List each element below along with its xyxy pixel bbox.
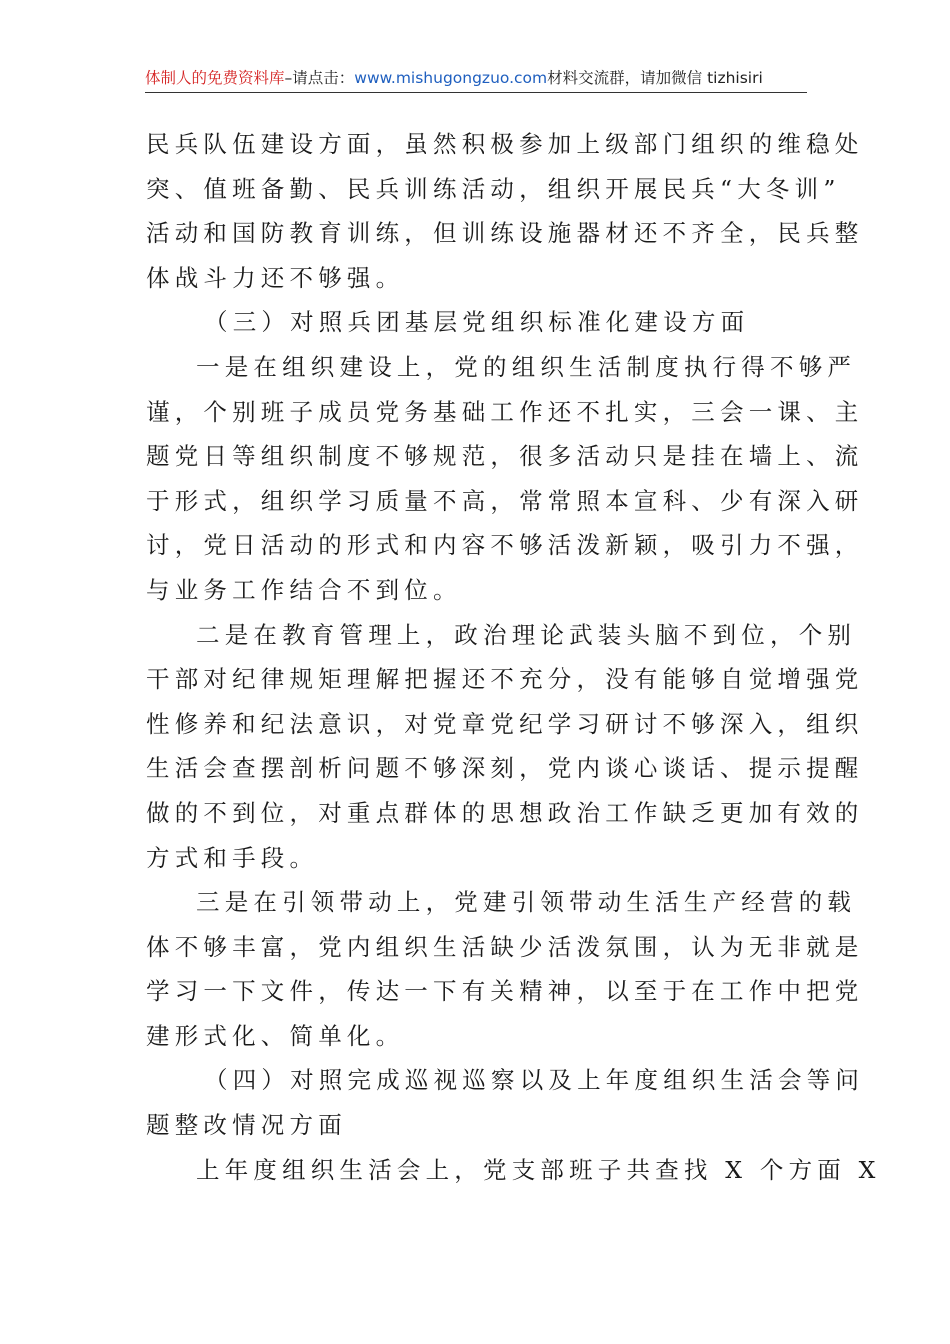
body-line: 一是在组织建设上，党的组织生活制度执行得不够严 [196, 352, 857, 381]
body-line: 体战斗力还不够强。 [146, 263, 405, 292]
body-line: 方式和手段。 [146, 843, 319, 872]
body-line: 于形式，组织学习质量不高，常常照本宣科、少有深入研 [146, 486, 864, 515]
section-heading-4: （四）对照完成巡视巡察以及上年度组织生活会等问 [204, 1066, 865, 1095]
body-line: 干部对纪律规矩理解把握还不充分，没有能够自觉增强党 [146, 665, 864, 694]
page-header [145, 66, 807, 93]
body-line: 建形式化、简单化。 [146, 1021, 405, 1050]
header-prompt: –请点击： [284, 69, 355, 87]
body-line: 民兵队伍建设方面，虽然积极参加上级部门组织的维稳处 [146, 130, 864, 158]
section-heading-3: （三）对照兵团基层党组织标准化建设方面 [204, 308, 750, 337]
body-line: 性修养和纪法意识，对党章党纪学习研讨不够深入，组织 [146, 709, 864, 738]
header-contact: 材料交流群，请加微信 tizhisiri [547, 69, 763, 87]
body-line: 活动和国防教育训练，但训练设施器材还不齐全，民兵整 [146, 219, 864, 248]
body-line: 讨，党日活动的形式和内容不够活泼新颖，吸引力不强， [146, 531, 864, 560]
body-line: 体不够丰富，党内组织生活缺少活泼氛围，认为无非就是 [146, 932, 864, 961]
body-line: 三是在引领带动上，党建引领带动生活生产经营的载 [196, 888, 857, 917]
body-line: 题党日等组织制度不够规范，很多活动只是挂在墙上、流 [146, 442, 864, 471]
body-line: 二是在教育管理上，政治理论武装头脑不到位，个别 [196, 620, 857, 649]
body-line: 做的不到位，对重点群体的思想政治工作缺乏更加有效的 [146, 798, 864, 827]
section-heading-4-cont: 题整改情况方面 [146, 1111, 347, 1140]
body-line: 谨，个别班子成员党务基础工作还不扎实，三会一课、主 [146, 397, 864, 426]
header-brand: 体制人的免费资料库 [145, 69, 285, 87]
body-line: 生活会查摆剖析问题不够深刻，党内谈心谈话、提示提醒 [146, 754, 864, 783]
header-url-link[interactable]: www.mishugongzuo.com [354, 69, 548, 87]
body-line: 学习一下文件，传达一下有关精神，以至于在工作中把党 [146, 977, 864, 1006]
body-line: 突、值班备勤、民兵训练活动，组织开展民兵“大冬训” [146, 174, 841, 203]
body-line: 与业务工作结合不到位。 [146, 575, 462, 604]
document-body [146, 122, 881, 1192]
body-line: 上年度组织生活会上，党支部班子共查找 X 个方面 X [196, 1155, 881, 1184]
